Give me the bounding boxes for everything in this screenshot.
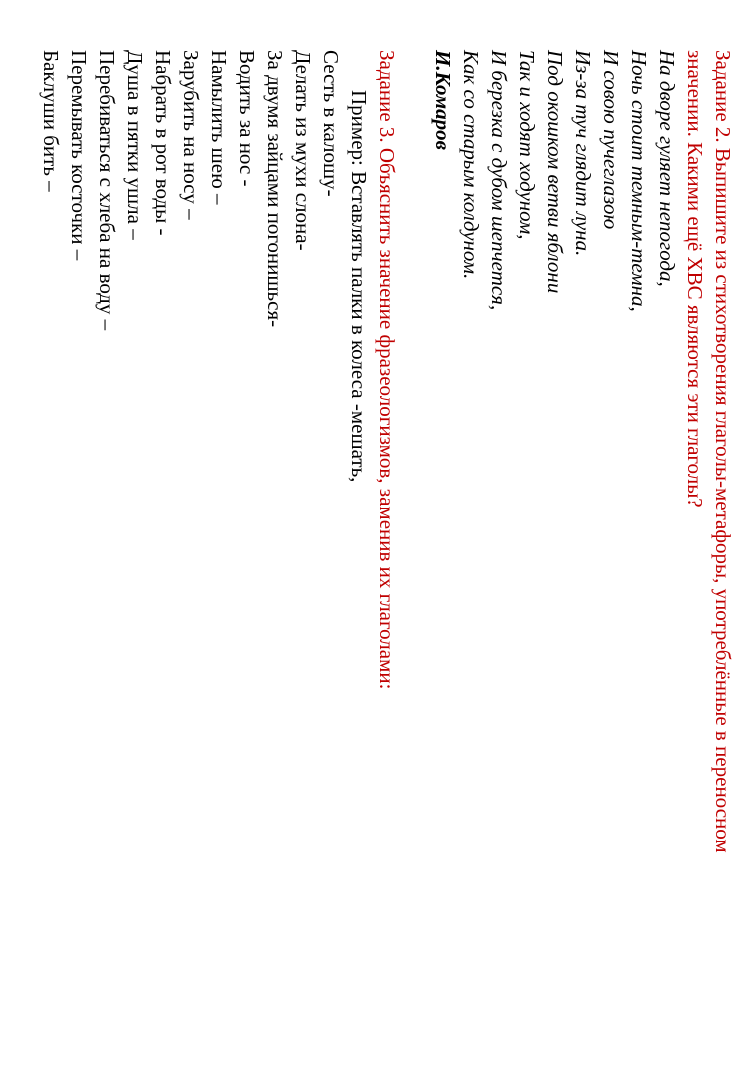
poem-line: Под окошком ветви яблони (543, 50, 567, 294)
idiom-item: Перемывать косточки – (67, 50, 91, 261)
idiom-item: Зарубить на носу – (179, 50, 203, 220)
task3-example: Пример: Вставлять палки в колеса -мешать, (347, 90, 371, 483)
poem-line: Как со старым колдуном. (459, 50, 483, 280)
poem-line: Ночь стоит темным-темна, (627, 50, 651, 312)
idiom-item: Перебиваться с хлеба на воду – (95, 50, 119, 331)
poem-author: И.Комаров (431, 50, 455, 150)
idiom-item: Набрать в рот воды - (151, 50, 175, 236)
idiom-item: Намылить шею – (207, 50, 231, 205)
idiom-item: За двумя зайцами погонишься- (263, 50, 287, 328)
task3-heading: Задание 3. Объяснить значение фразеологизмов, заменив их глаголами: (375, 50, 399, 690)
idiom-item: Баклуши бить – (39, 50, 63, 192)
idiom-item: Сесть в калошу- (319, 50, 343, 197)
poem-line: Из-за туч глядит луна. (571, 50, 595, 257)
idiom-item: Делать из мухи слона- (291, 50, 315, 251)
idiom-item: Водить за нос - (235, 50, 259, 187)
poem-line: И березка с дубом шепчется, (487, 50, 511, 311)
poem-line: Так и ходят ходуном, (515, 50, 539, 240)
idiom-item: Душа в пятки ушла – (123, 50, 147, 240)
task2-heading-line1: Задание 2. Выпишите из стихотворения глаголы-метафоры, употреблённые в переносном (711, 50, 735, 853)
poem-line: На дворе гуляет непогода, (655, 50, 679, 287)
poem-line: И совою пучеглазою (599, 50, 623, 230)
task2-heading-line2: значении. Какими ещё ХВС являются эти глаголы? (683, 50, 707, 508)
